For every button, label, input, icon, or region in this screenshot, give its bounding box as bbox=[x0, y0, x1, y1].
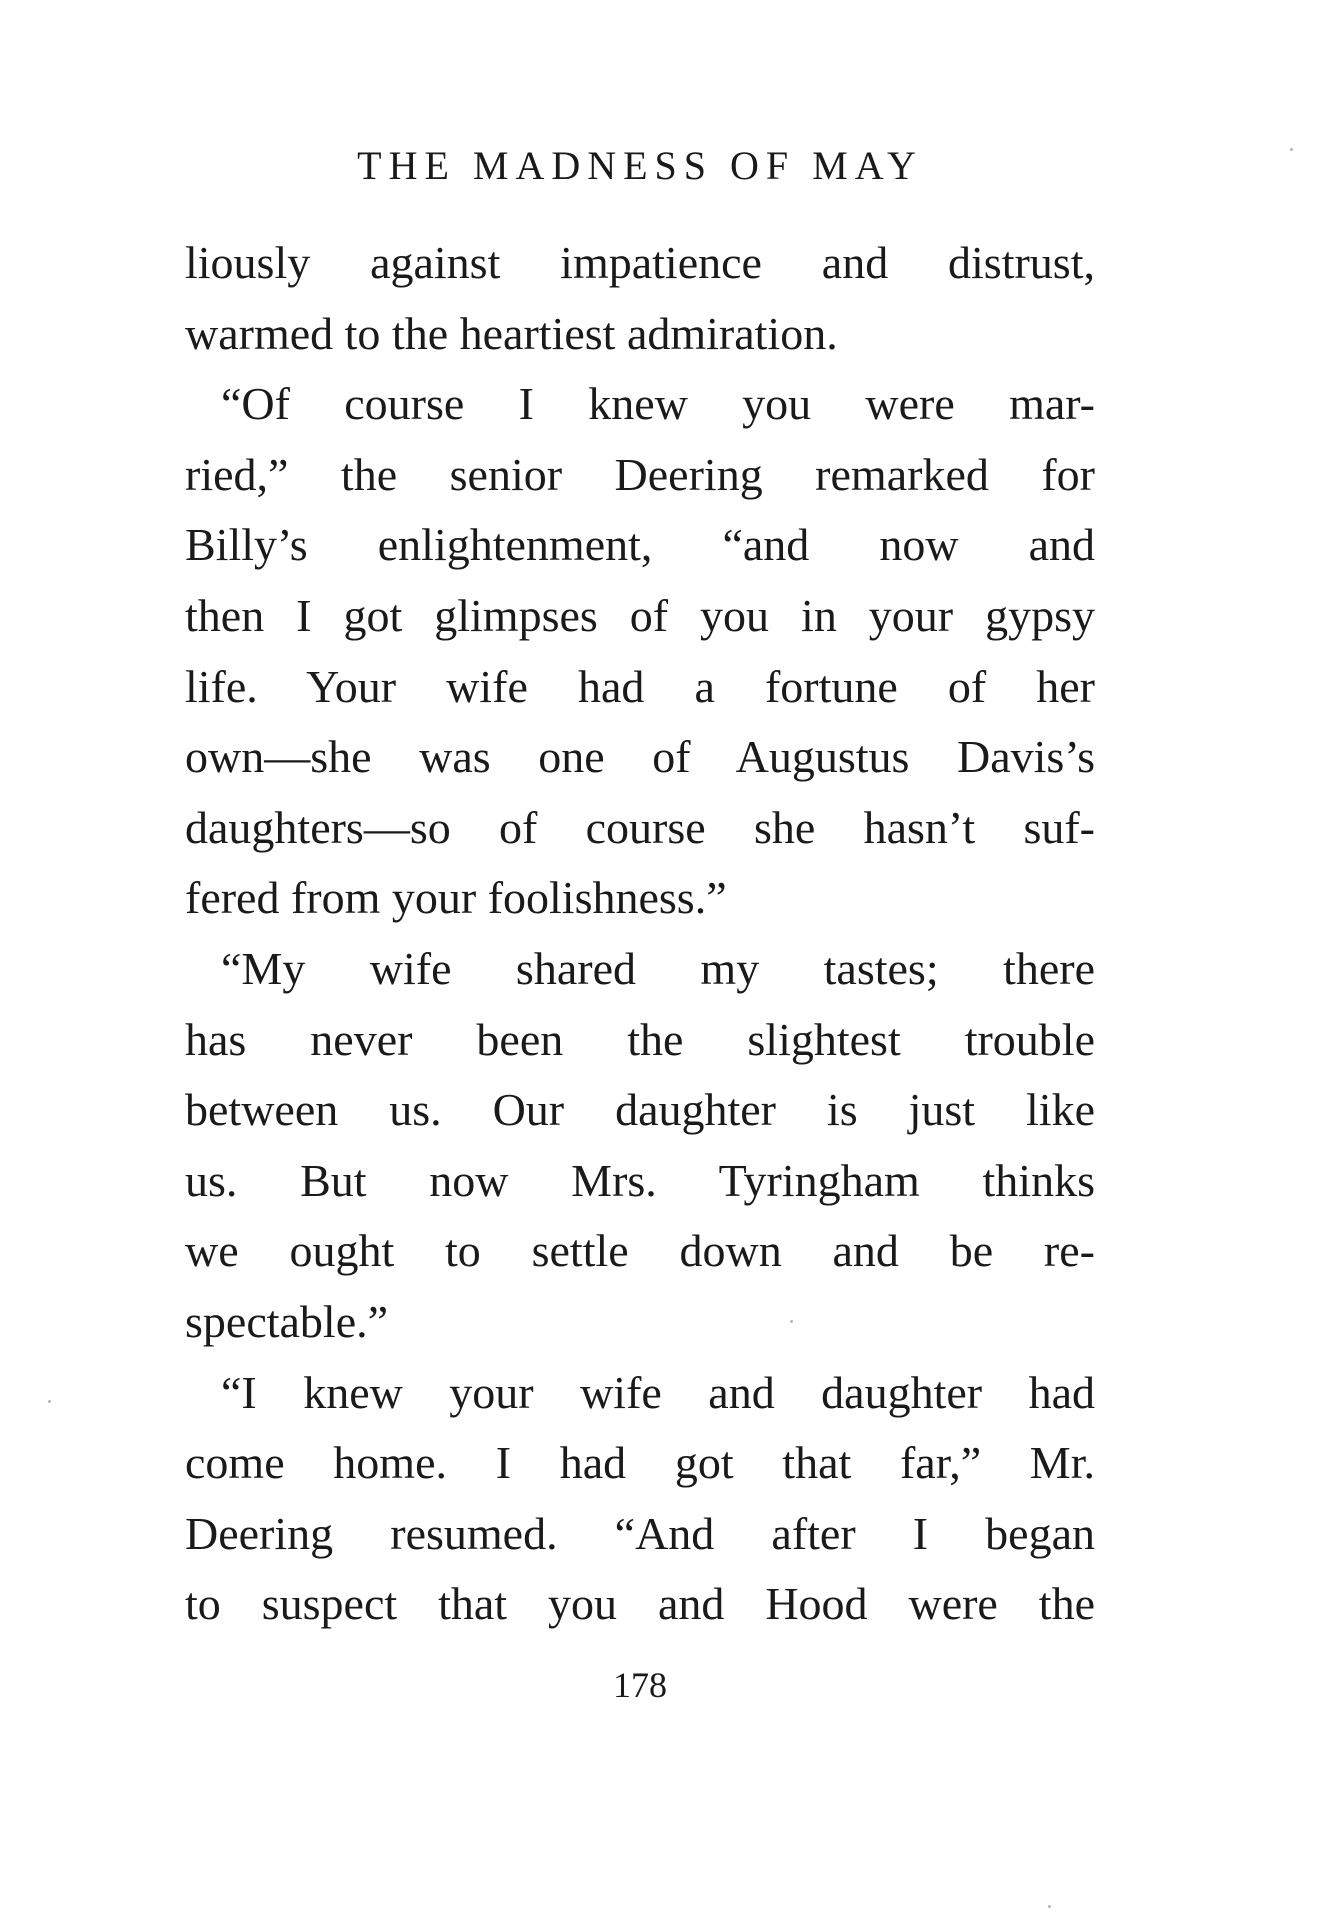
text-line: then I got glimpses of you in your gypsy bbox=[185, 589, 1095, 641]
text-line: between us. Our daughter is just like bbox=[185, 1084, 1095, 1136]
text-line: spectable.” bbox=[185, 1295, 389, 1347]
body-text bbox=[185, 228, 1095, 1640]
text-line: life. Your wife had a fortune of her bbox=[185, 660, 1095, 712]
text-line: “My wife shared my tastes; there bbox=[221, 942, 1095, 994]
text-line: warmed to the heartiest admiration. bbox=[185, 307, 838, 359]
text-line: daughters—so of course she hasn’t suf- bbox=[185, 801, 1095, 853]
text-line: own—she was one of Augustus Davis’s bbox=[185, 731, 1095, 783]
page-number: 178 bbox=[613, 1665, 667, 1705]
text-line: Billy’s enlightenment, “and now and bbox=[185, 519, 1095, 571]
text-line: Deering resumed. “And after I began bbox=[185, 1507, 1095, 1559]
paper-speck bbox=[1290, 148, 1293, 151]
text-line: fered from your foolishness.” bbox=[185, 872, 727, 924]
running-head: THE MADNESS OF MAY bbox=[357, 143, 923, 188]
paper-speck bbox=[790, 1320, 793, 1323]
text-line: ried,” the senior Deering remarked for bbox=[185, 448, 1095, 500]
paper-speck bbox=[1048, 1905, 1051, 1908]
text-line: come home. I had got that far,” Mr. bbox=[185, 1437, 1095, 1489]
text-line: us. But now Mrs. Tyringham thinks bbox=[185, 1154, 1095, 1206]
text-line: has never been the slightest trouble bbox=[185, 1013, 1095, 1065]
text-line: liously against impatience and distrust, bbox=[185, 237, 1095, 288]
text-line: “I knew your wife and daughter had bbox=[221, 1366, 1095, 1418]
text-line: “Of course I knew you were mar- bbox=[221, 378, 1095, 430]
text-line: to suspect that you and Hood were the bbox=[185, 1578, 1095, 1630]
text-line: we ought to settle down and be re- bbox=[185, 1225, 1095, 1277]
paper-speck bbox=[48, 1400, 51, 1403]
